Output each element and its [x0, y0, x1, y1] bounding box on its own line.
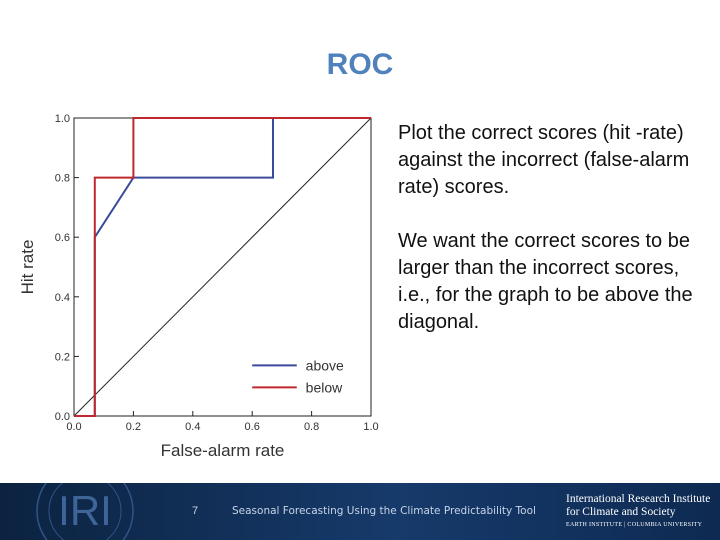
y-tick-label: 0.0	[54, 411, 70, 423]
footer-text: Seasonal Forecasting Using the Climate Predictability Tool	[232, 505, 536, 517]
roc-chart-svg	[8, 100, 388, 470]
iri-logo-text: IRI	[58, 487, 112, 534]
bullet-1: Plot the correct scores (hit -rate) against the incorrect (false-alarm rate) scores.	[398, 122, 690, 198]
y-tick-label: 1.0	[54, 113, 70, 125]
x-axis-label: False-alarm rate	[160, 441, 285, 460]
roc-chart	[8, 100, 388, 470]
x-tick-label: 0.0	[66, 421, 82, 433]
footer-bar	[0, 483, 720, 540]
iri-logo	[10, 483, 160, 540]
legend-label-below: below	[305, 379, 343, 396]
org-name	[566, 493, 716, 530]
y-tick-label: 0.2	[54, 351, 70, 364]
bullet-2: We want the correct scores to be larger than the incorrect scores, i.e., for the graph to be above the diagonal.	[398, 230, 693, 333]
x-tick-label: 0.6	[244, 421, 260, 433]
x-tick-label: 0.8	[303, 421, 320, 433]
legend-label-above: above	[305, 357, 344, 374]
org-name-line1: International Research Institute	[566, 493, 711, 505]
y-tick-label: 0.8	[54, 172, 70, 185]
x-tick-label: 0.4	[185, 421, 201, 433]
org-affiliation: EARTH INSTITUTE | COLUMBIA UNIVERSITY	[566, 522, 703, 528]
page-number: 7	[192, 505, 199, 517]
y-axis-label: Hit rate	[18, 239, 37, 295]
y-tick-label: 0.4	[54, 291, 70, 304]
org-name-line2: for Climate and Society	[566, 506, 676, 518]
slide-title: ROC	[326, 48, 394, 81]
bullet-list	[398, 120, 698, 363]
y-tick-label: 0.6	[54, 232, 70, 245]
x-tick-label: 1.0	[363, 421, 379, 433]
x-tick-label: 0.2	[125, 421, 142, 433]
